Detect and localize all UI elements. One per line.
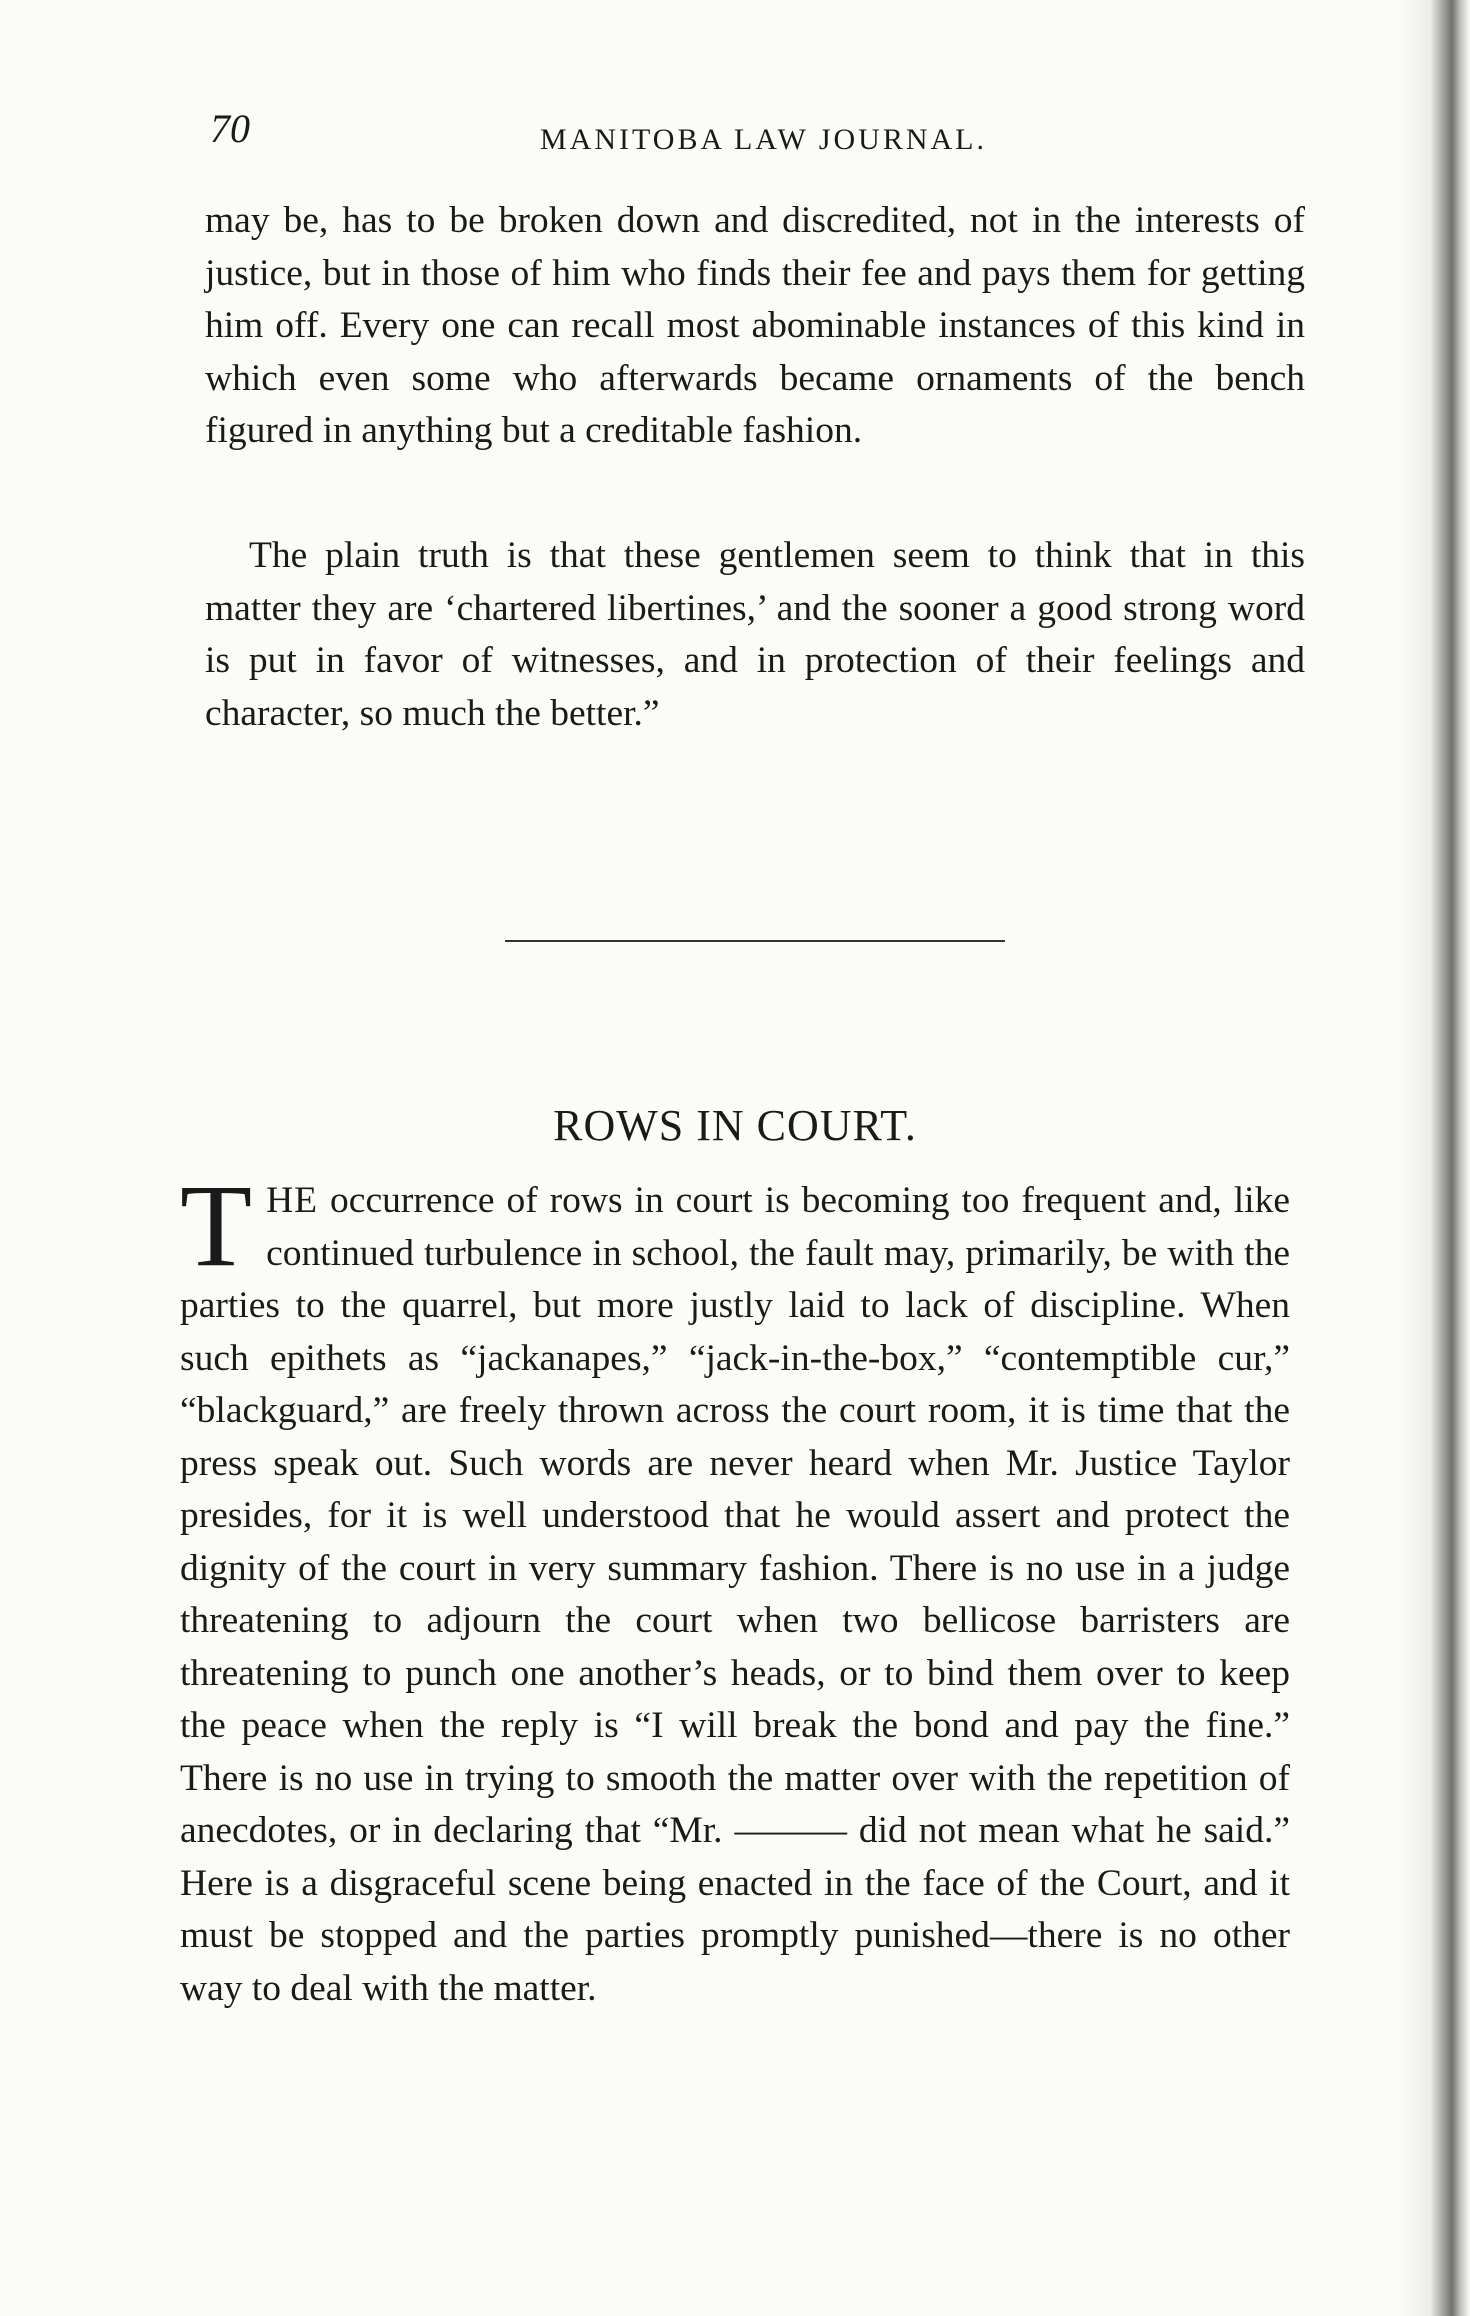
continuation-paragraph-1: may be, has to be broken down and discredited, not in the interests of justice, but in those of him who finds their fee and pays them for getting him off. Every one can recall most abominable instances of this kind in which even some who afterwards became ornaments of the bench figured in anything but a creditable fashion. (205, 200, 1305, 451)
continuation-paragraph-2: The plain truth is that these gentlemen seem to think that in this matter they are ‘chartered libertines,’ and the sooner a good strong word is put in favor of witnesses, and in protection of their feelings and character, so much the better.” (205, 535, 1305, 734)
section-divider (505, 940, 1005, 942)
lead-caps: HE (266, 1180, 319, 1221)
drop-cap: T (180, 1160, 253, 1291)
running-title: MANITOBA LAW JOURNAL. (540, 123, 987, 156)
page-header (210, 105, 1320, 165)
page-number: 70 (210, 106, 250, 151)
article-text: occurrence of rows in court is becoming too frequent and, like continued turbulence in school, the fault may, primarily, be with the parties to the quarrel, but more justly laid to lack of discipline. When such epithets as “jackanapes,” “jack-in-the-box,” “contemptible cur,” “blackguard,” are freely thrown across the court room, it is time that the press speak out. Such words are never heard when Mr. Justice Taylor presides, for it is well understood that he would assert and protect the dignity of the court in very summary fashion. There is no use in a judge threatening to adjourn the court when two bellicose barristers are threatening to punch one another’s heads, or to bind them over to keep the peace when the reply is “I will break the bond and pay the fine.” There is no use in trying to smooth the matter over with the repetition of anecdotes, or in declaring that “Mr. ——— did not mean what he said.” Here is a disgraceful scene being enacted in the face of the Court, and it must be stopped and the parties promptly punished—there is no other way to deal with the matter. (180, 1180, 1290, 2009)
article-title: ROWS IN COURT. (553, 1101, 917, 1150)
binding-edge (1400, 0, 1470, 2316)
article-body (180, 1160, 1290, 2015)
